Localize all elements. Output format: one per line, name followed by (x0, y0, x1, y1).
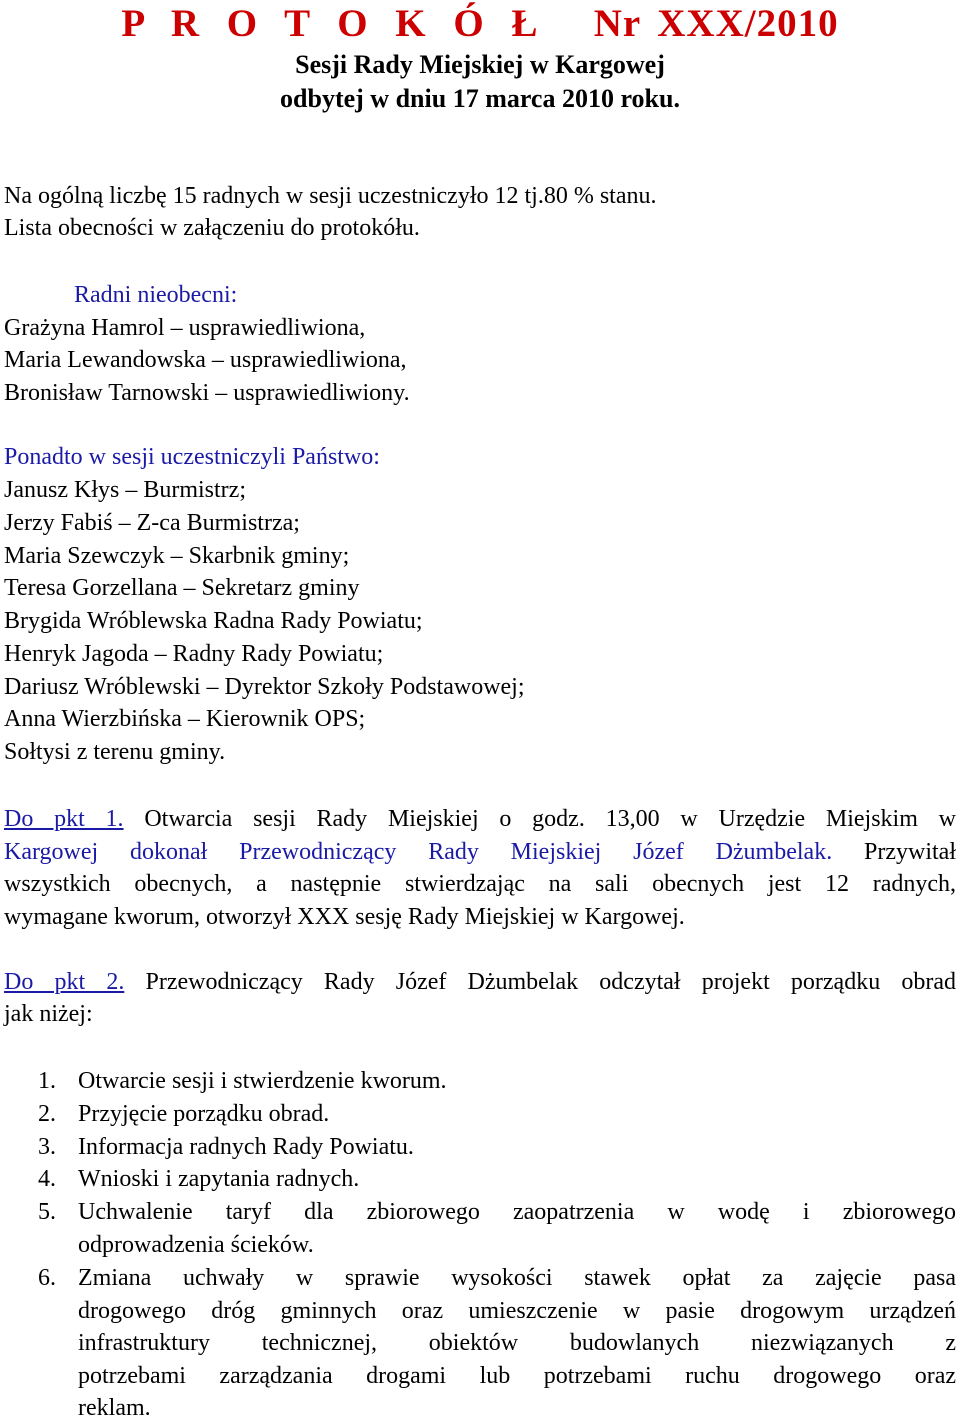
absent-item: Bronisław Tarnowski – usprawiedliwiony. (4, 380, 410, 406)
guest-item: Teresa Gorzellana – Sekretarz gminy (4, 575, 360, 601)
title-protokol: P R O T O K Ó Ł (121, 2, 544, 45)
guest-item: Dariusz Wróblewski – Dyrektor Szkoły Podstawowej; (4, 674, 525, 700)
guest-item: Anna Wierzbińska – Kierownik OPS; (4, 706, 366, 732)
absent-heading: Radni nieobecni: (74, 282, 238, 308)
guest-item: Sołtysi z terenu gminy. (4, 739, 226, 765)
pkt1-line2: Kargowej dokonał Przewodniczący Rady Miejskiej Józef Dżumbelak. Przywitał (4, 839, 956, 865)
pkt2-label: Do pkt 2. (4, 969, 125, 995)
guests-heading: Ponadto w sesji uczestniczyli Państwo: (4, 444, 380, 470)
document-subtitle-date: odbytej w dniu 17 marca 2010 roku. (280, 84, 680, 113)
attendance-list-note: Lista obecności w załączeniu do protokółu. (4, 215, 420, 241)
guest-item: Jerzy Fabiś – Z-ca Burmistrza; (4, 510, 300, 536)
document-title (0, 2, 960, 46)
pkt2-line1: Do pkt 2. Przewodniczący Rady Józef Dżumbelak odczytał projekt porządku obrad (4, 969, 957, 995)
pkt1-line3: wszystkich obecnych, a następnie stwierdzając na sali obecnych jest 12 radnych, (4, 871, 956, 897)
guest-item: Maria Szewczyk – Skarbnik gminy; (4, 543, 350, 569)
pkt1-label: Do pkt 1. (4, 806, 124, 832)
absent-item: Grażyna Hamrol – usprawiedliwiona, (4, 315, 366, 341)
guest-item: Henryk Jagoda – Radny Rady Powiatu; (4, 641, 384, 667)
absent-item: Maria Lewandowska – usprawiedliwiona, (4, 347, 407, 373)
title-number: Nr XXX/2010 (593, 2, 839, 45)
document-subtitle-session: Sesji Rady Miejskiej w Kargowej (295, 50, 665, 79)
attendance-count: Na ogólną liczbę 15 radnych w sesji uczestniczyło 12 tj.80 % stanu. (4, 183, 657, 209)
document-page: P R O T O K Ó Ł Nr XXX/2010 Sesji Rady Miejskiej w Kargowej odbytej w dniu 17 marca 2010 roku. Na ogólną liczbę 15 radnych w sesji uczestniczyło 12 tj.80 % stanu. Lista obecności w załączeniu do protokółu. Radni nieobecni: Grażyna Hamrol – usprawiedliwiona, Maria Lewandowska – usprawiedliwiona, Bronisław Tarnowski – usprawiedliwiony. Ponadto w sesji uczestniczyli Państwo: Janusz Kłys – Burmistrz; Jerzy Fabiś – Z-ca Burmistrza; Maria Szewczyk – Skarbnik gminy; Teresa Gorzellana – Sekretarz gminy Brygida Wróblewska Radna Rady Powiatu; Henryk Jagoda – Radny Rady Powiatu; Dariusz Wróblewski – Dyrektor Szkoły Podstawowej; Anna Wierzbińska – Kierownik OPS; Sołtysi z terenu gminy. Do pkt 1. Otwarcia sesji Rady Miejskiej o godz. 13,00 w Urzędzie Miejskim w Kargowej dokonał Przewodniczący Rady Miejskiej Józef Dżumbelak. Przywitał wszystkich obecnych, a następnie stwierdzając na sali obecnych jest 12 radnych, wymagane kworum, otworzył XXX sesję Rady Miejskiej w Kargowej. Do pkt 2. Przewodniczący Rady Józef Dżumbelak odczytał projekt porządku obrad jak niżej: 1. Otwarcie sesji i stwierdzenie kworum. 2. Przyjęcie porządku obrad. 3. Informacja radnych Rady Powiatu. 4. Wnioski i zapytania radnych. 5. Uchwalenie taryf dla zbiorowego zaopatrzenia w wodę i zbiorowego odprowadzenia ścieków. 6. Zmiana uchwały w sprawie wysokości stawek opłat za zajęcie pasa drogowego dróg gminnych oraz umieszczenie w pasie drogowym urządzeń infrastruktury technicznej, obiektów budowlanych niezwiązanych z potrzebami zarządzania drogami lub potrzebami ruchu drogowego oraz reklam. (0, 0, 960, 1422)
pkt1-line4: wymagane kworum, otworzył XXX sesję Rady Miejskiej w Kargowej. (4, 904, 685, 930)
pkt1-line1: Do pkt 1. Otwarcia sesji Rady Miejskiej o godz. 13,00 w Urzędzie Miejskim w (4, 806, 956, 832)
guest-item: Brygida Wróblewska Radna Rady Powiatu; (4, 608, 423, 634)
pkt2-line2: jak niżej: (4, 1001, 93, 1027)
guest-item: Janusz Kłys – Burmistrz; (4, 477, 246, 503)
